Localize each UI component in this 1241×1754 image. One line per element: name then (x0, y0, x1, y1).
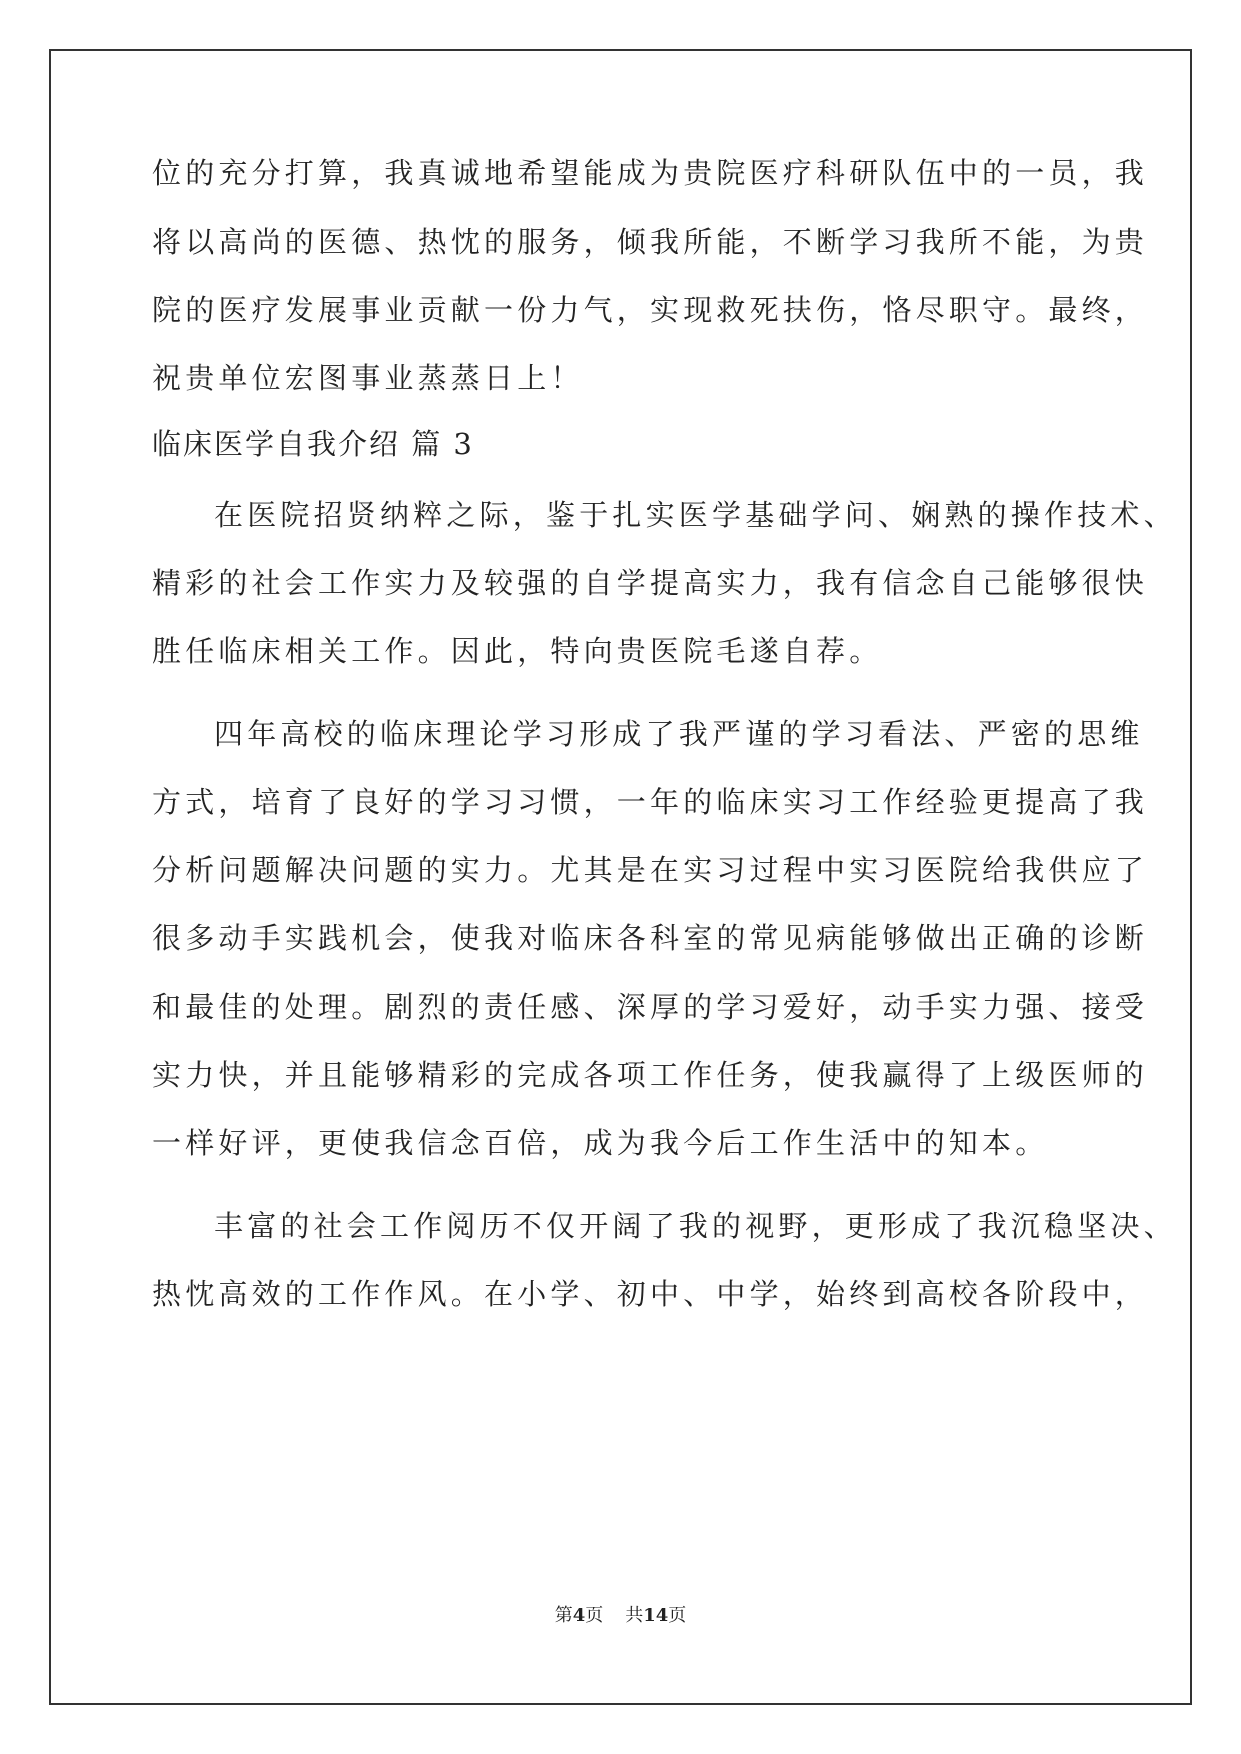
page-suffix: 页 (585, 1605, 604, 1626)
paragraph-line: 一样好评，更使我信念百倍，成为我今后工作生活中的知本。 (152, 1126, 1049, 1160)
paragraph-line: 方式，培育了良好的学习习惯，一年的临床实习工作经验更提高了我 (152, 785, 1149, 819)
paragraph-line: 院的医疗发展事业贡献一份力气，实现救死扶伤，恪尽职守。最终， (152, 293, 1149, 327)
paragraph-line: 将以高尚的医德、热忱的服务，倾我所能，不断学习我所不能，为贵 (152, 225, 1149, 259)
paragraph-line: 祝贵单位宏图事业蒸蒸日上！ (152, 361, 584, 395)
paragraph-line: 丰富的社会工作阅历不仅开阔了我的视野，更形成了我沉稳坚决、 (214, 1209, 1177, 1243)
paragraph-line: 胜任临床相关工作。因此，特向贵医院毛遂自荐。 (152, 634, 883, 668)
paragraph-line: 在医院招贤纳粹之际，鉴于扎实医学基础学问、娴熟的操作技术、 (214, 498, 1177, 532)
paragraph-line: 位的充分打算，我真诚地希望能成为贵院医疗科研队伍中的一员，我 (152, 156, 1149, 190)
page-number: 4 (572, 1605, 586, 1626)
total-suffix: 页 (668, 1605, 687, 1626)
total-prefix: 共 (625, 1605, 644, 1626)
total-pages: 14 (643, 1605, 669, 1626)
paragraph-line: 和最佳的处理。剧烈的责任感、深厚的学习爱好，动手实力强、接受 (152, 990, 1149, 1024)
paragraph-line: 分析问题解决问题的实力。尤其是在实习过程中实习医院给我供应了 (152, 853, 1149, 887)
section-heading: 临床医学自我介绍 篇 3 (152, 427, 474, 461)
paragraph-line: 精彩的社会工作实力及较强的自学提高实力，我有信念自己能够很快 (152, 566, 1149, 600)
paragraph-line: 很多动手实践机会，使我对临床各科室的常见病能够做出正确的诊断 (152, 921, 1149, 955)
page-prefix: 第 (554, 1605, 573, 1626)
paragraph-line: 热忱高效的工作作风。在小学、初中、中学，始终到高校各阶段中， (152, 1277, 1149, 1311)
paragraph-line: 四年高校的临床理论学习形成了我严谨的学习看法、严密的思维 (214, 717, 1144, 751)
paragraph-line: 实力快，并且能够精彩的完成各项工作任务，使我赢得了上级医师的 (152, 1058, 1149, 1092)
page-footer (0, 1604, 1241, 1628)
